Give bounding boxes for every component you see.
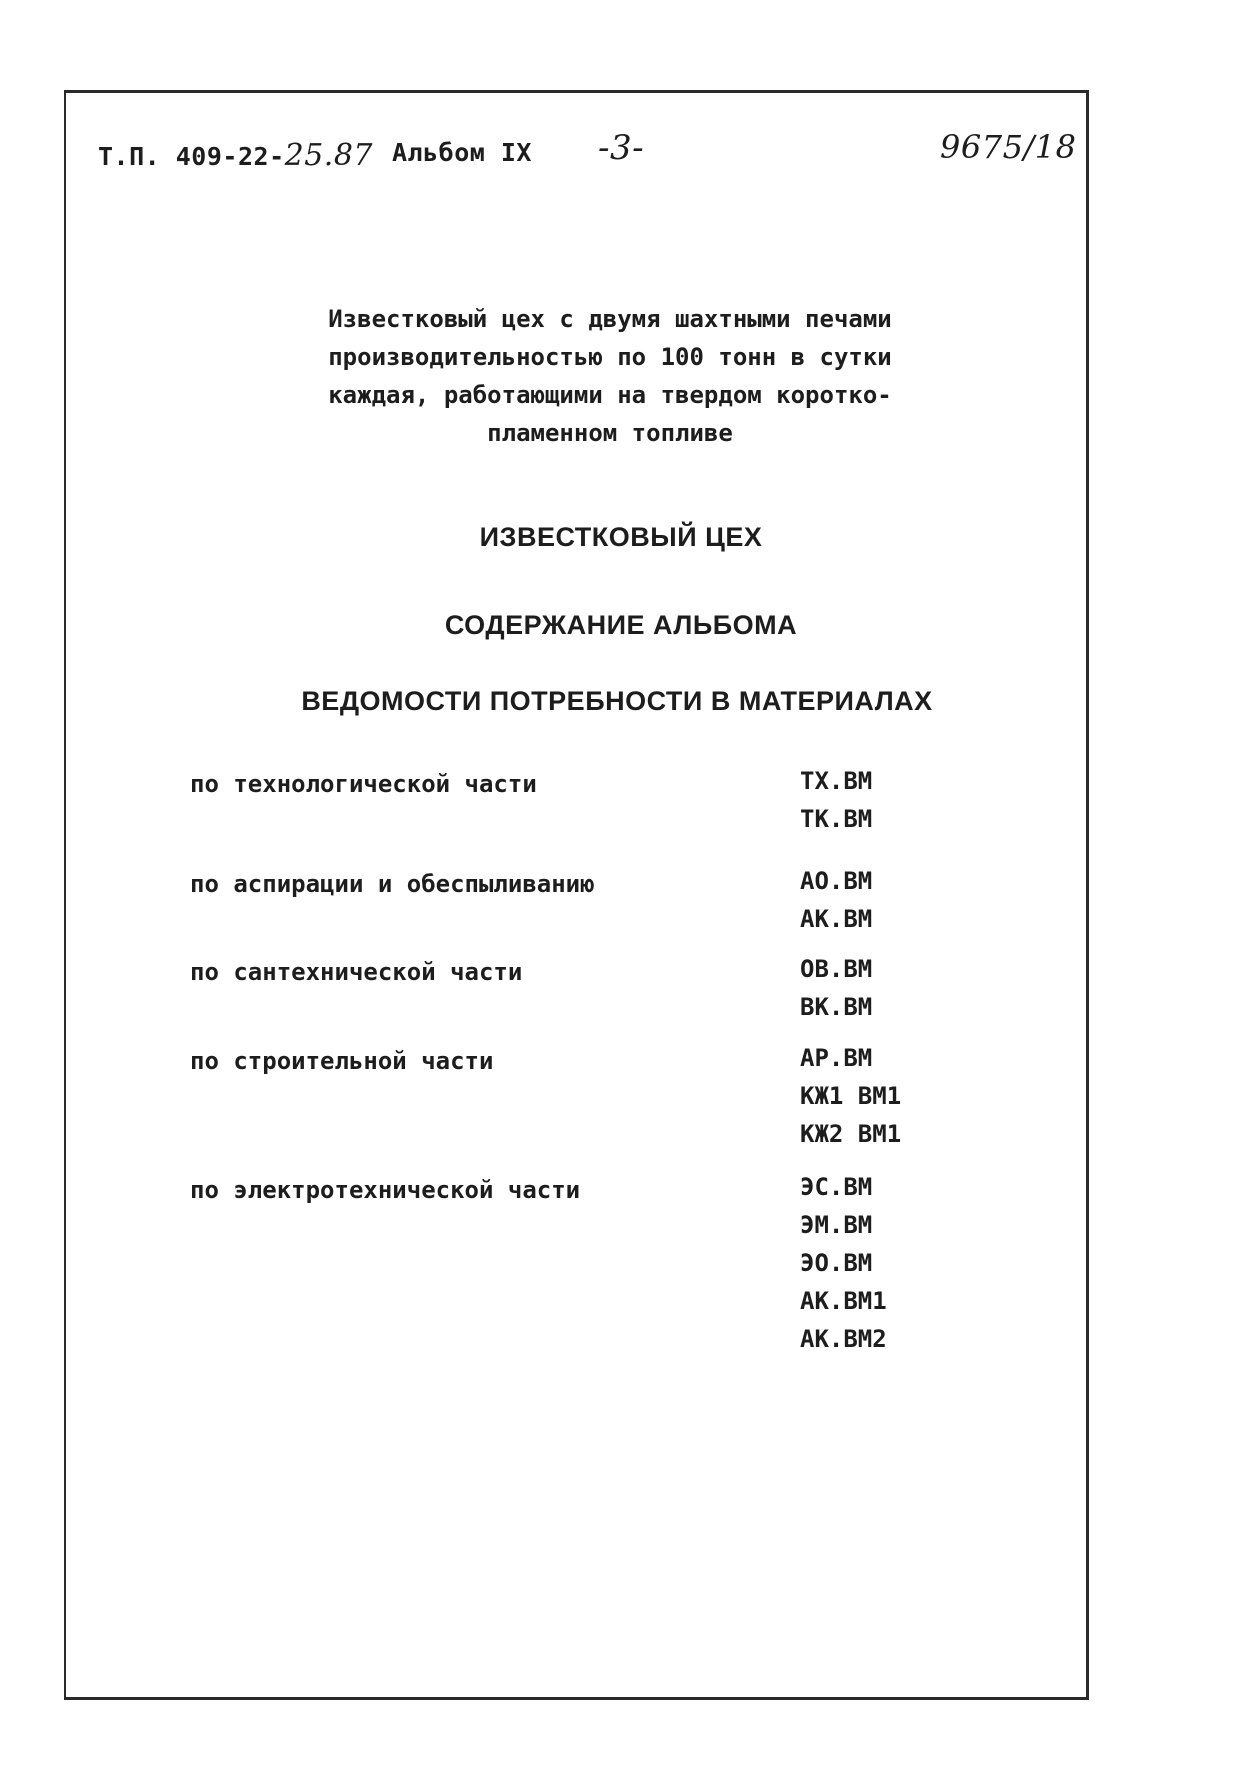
contents-item-codes [800, 1168, 887, 1358]
contents-item-codes [800, 1039, 901, 1153]
document-code-prefix: Т.П. 409-22- [98, 142, 285, 171]
contents-item-label: по аспирации и обеспыливанию [190, 870, 595, 898]
contents-item-label: по сантехнической части [190, 958, 523, 986]
album-code: АК.ВМ2 [800, 1325, 887, 1353]
materials-title: ВЕДОМОСТИ ПОТРЕБНОСТИ В МАТЕРИАЛАХ [301, 686, 933, 716]
contents-item-label: по технологической части [190, 770, 537, 798]
album-code: ВК.ВМ [800, 993, 873, 1021]
project-description-line: производительностью по 100 тонн в сутки [328, 343, 892, 371]
document-code-handwritten: 25.87 [284, 138, 374, 173]
contents-item-codes [800, 950, 872, 1026]
contents-item-label: по строительной части [190, 1047, 494, 1075]
project-description-line: каждая, работающими на твердом коротко- [328, 381, 892, 409]
album-code: ОВ.ВМ [800, 955, 873, 983]
album-label: Альбом IX [392, 138, 532, 167]
document-code [98, 138, 373, 173]
album-code: АО.ВМ [800, 867, 873, 895]
album-code: АК.ВМ [800, 905, 873, 933]
album-code: ЭС.ВМ [800, 1173, 873, 1201]
album-code: КЖ2 ВМ1 [800, 1120, 902, 1148]
contents-item-codes [800, 862, 872, 938]
project-description-line: Известковый цех с двумя шахтными печами [328, 305, 892, 333]
album-code: ТК.ВМ [800, 805, 873, 833]
section-title: ИЗВЕСТКОВЫЙ ЦЕХ [479, 522, 763, 552]
album-code: АК.ВМ1 [800, 1287, 887, 1315]
album-code: ЭО.ВМ [800, 1249, 873, 1277]
project-description-line: пламенном топливе [487, 419, 733, 447]
album-code: ТХ.ВМ [800, 767, 873, 795]
album-code: ЭМ.ВМ [800, 1211, 873, 1239]
album-contents-title: СОДЕРЖАНИЕ АЛЬБОМА [444, 610, 798, 640]
album-code: КЖ1 ВМ1 [800, 1082, 902, 1110]
inventory-number: 9675/18 [940, 128, 1077, 166]
contents-item-codes [800, 762, 872, 838]
contents-item-label: по электротехнической части [190, 1176, 581, 1204]
page-number: -3- [598, 128, 645, 168]
album-code: АР.ВМ [800, 1044, 873, 1072]
project-description [240, 300, 980, 452]
